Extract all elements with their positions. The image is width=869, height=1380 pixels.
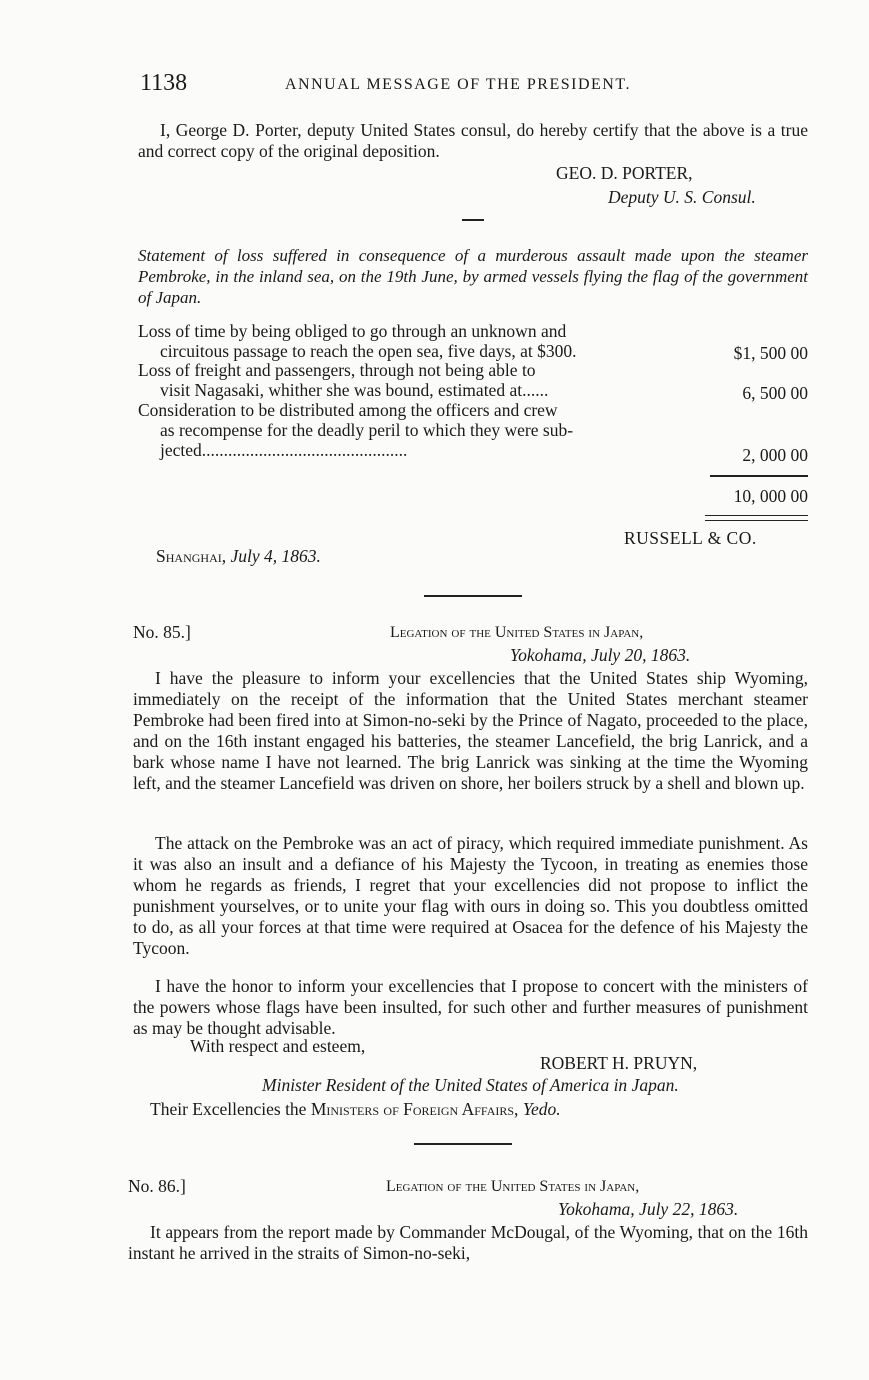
statement-dateline	[156, 546, 321, 567]
section-divider	[414, 1143, 512, 1145]
statement-amount: 6, 500 00	[742, 383, 808, 403]
letter-86-date: July 22, 1863.	[639, 1199, 739, 1219]
certification-signer: GEO. D. PORTER,	[556, 163, 693, 183]
statement-item-consideration	[138, 400, 693, 460]
letter-85-paragraph-3: I have the honor to inform your excellencies that I propose to concert with the ministers of the powers whose flags have been insulted, for such other and further measures of punishment as may be thought advisable.	[133, 976, 808, 1038]
letter-86-number: No. 86.]	[128, 1176, 186, 1196]
statement-amount: 2, 000 00	[742, 445, 808, 465]
statement-place: Shanghai,	[156, 546, 227, 566]
running-title: ANNUAL MESSAGE OF THE PRESIDENT.	[285, 76, 631, 93]
letter-86-paragraph-1: It appears from the report made by Commander McDougal, of the Wyoming, that on the 16th instant he arrived in the straits of Simon-no-seki,	[128, 1222, 808, 1263]
statement-item-freight	[138, 360, 693, 400]
letter-86-legation: Legation of the United States in Japan,	[386, 1178, 640, 1195]
statement-item-time	[138, 321, 693, 361]
statement-item-line: visit Nagasaki, whither she was bound, estimated at......	[160, 380, 549, 400]
short-divider	[462, 219, 484, 221]
letter-85-addressee-pre: Their Excellencies the	[150, 1099, 307, 1119]
statement-item-line: Consideration to be distributed among the officers and crew	[138, 400, 558, 420]
letter-85-signer-title: Minister Resident of the United States of America in Japan.	[262, 1075, 679, 1095]
statement-title	[138, 245, 808, 308]
letter-85-addressee-name: Ministers of Foreign Affairs,	[310, 1099, 519, 1119]
letter-85-paragraph-2: The attack on the Pembroke was an act of piracy, which required immediate punishment. As it was also an insult and a defiance of his Majesty the Tycoon, in treating as enemies those whom he regards as friends, I regret that your excellencies did not propose to inflict the punishment yourselves, or to unite your flag with ours in doing so. This you doubtless omitted to do, as all your forces at that time were required at Osacea for the defence of his Majesty the Tycoon.	[133, 833, 808, 958]
letter-85-legation: Legation of the United States in Japan,	[390, 624, 644, 641]
letter-85-paragraph-1: I have the pleasure to inform your excellencies that the United States ship Wyoming, immediately on the receipt of the information that the United States merchant steamer Pembroke had been fired into at Simon-no-seki by the Prince of Nagato, proceeded to the place, and on the 16th instant engaged his batteries, the steamer Lancefield, the brig Lanrick, and a bark whose name I have not learned. The brig Lanrick was sinking at the time the Wyoming left, and the steamer Lancefield was driven on shore, her boilers struck by a shell and blown up.	[133, 668, 808, 793]
page-number: 1138	[140, 70, 188, 96]
letter-85-place: Yokohama,	[510, 645, 587, 665]
section-divider	[424, 595, 522, 597]
letter-85-number: No. 85.]	[133, 622, 191, 642]
statement-signer: RUSSELL & CO.	[624, 528, 757, 548]
statement-item-line: jected...............................................	[160, 440, 408, 460]
statement-title-text: Statement of loss suffered in consequence of a murderous assault made upon the steamer Pembroke, in the inland sea, on the 19th June, by armed vessels flying the flag of the government of Japan.	[138, 246, 808, 307]
letter-85-addressee	[150, 1099, 561, 1120]
statement-total: 10, 000 00	[733, 486, 808, 506]
statement-amount: $1, 500 00	[733, 343, 808, 363]
letter-86-place: Yokohama,	[558, 1199, 635, 1219]
certification-text: I, George D. Porter, deputy United States consul, do hereby certify that the above is a true and correct copy of the original deposition.	[138, 120, 808, 161]
letter-85-signer: ROBERT H. PRUYN,	[540, 1053, 698, 1073]
letter-86-dateline	[558, 1199, 738, 1220]
statement-item-line: circuitous passage to reach the open sea, five days, at $300.	[160, 341, 577, 361]
statement-date: July 4, 1863.	[230, 546, 321, 566]
total-double-rule-bottom	[705, 520, 808, 521]
sum-rule	[710, 475, 808, 477]
statement-item-line: Loss of freight and passengers, through not being able to	[138, 360, 536, 380]
letter-85-dateline	[510, 645, 690, 666]
statement-item-line: as recompense for the deadly peril to which they were sub-	[160, 420, 574, 440]
statement-item-line: Loss of time by being obliged to go through an unknown and	[138, 321, 567, 341]
letter-85-date: July 20, 1863.	[591, 645, 691, 665]
letter-85-closing: With respect and esteem,	[190, 1036, 366, 1056]
total-double-rule-top	[705, 515, 808, 516]
certification-signer-title: Deputy U. S. Consul.	[608, 187, 756, 207]
letter-85-addressee-place: Yedo.	[522, 1099, 561, 1119]
